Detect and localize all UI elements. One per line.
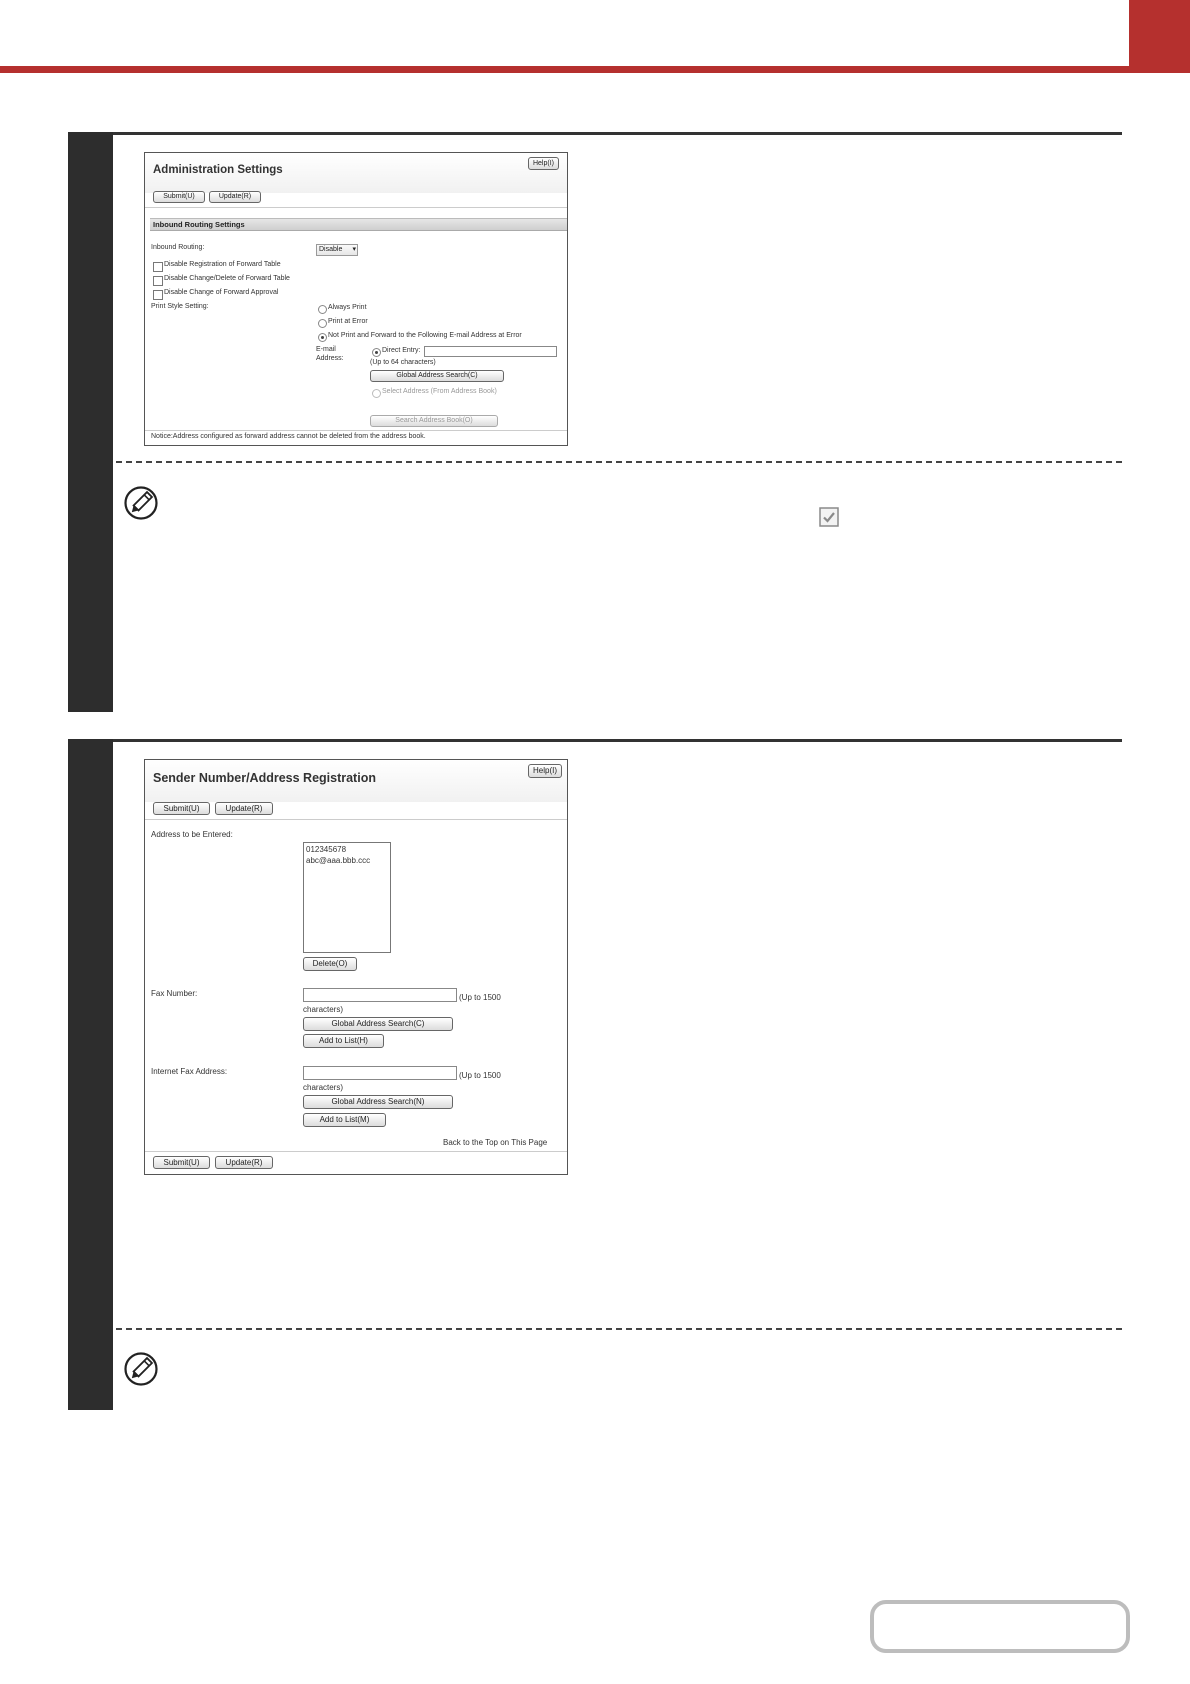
divider [145, 430, 567, 431]
step-2-top-rule [113, 739, 1122, 742]
list-item[interactable]: abc@aaa.bbb.ccc [306, 856, 371, 865]
page-title: Administration Settings [153, 164, 283, 176]
radio-direct-entry[interactable] [372, 348, 381, 357]
ifax-limit-note: characters) [303, 1083, 344, 1092]
radio-print-at-error[interactable] [318, 319, 327, 328]
direct-entry-input[interactable] [424, 346, 557, 357]
radio-not-print-forward[interactable] [318, 333, 327, 342]
back-to-top-link[interactable]: Back to the Top on This Page [443, 1138, 548, 1147]
note-divider [116, 1328, 1122, 1330]
email-label: Address: [316, 355, 344, 362]
chevron-down-icon: ▾ [352, 246, 356, 253]
delete-button[interactable]: Delete(O) [303, 957, 357, 971]
list-item[interactable]: 012345678 [306, 845, 347, 854]
page-title: Sender Number/Address Registration [153, 771, 376, 785]
help-button[interactable]: Help(I) [528, 764, 562, 778]
divider [145, 819, 567, 820]
divider [145, 207, 567, 208]
checkbox-label: Disable Registration of Forward Table [164, 261, 281, 268]
pencil-note-icon [124, 486, 158, 520]
radio-label: Print at Error [328, 318, 368, 325]
radio-label: Not Print and Forward to the Following E-mail Address at Error [328, 332, 522, 339]
checkbox-checked-icon [819, 507, 839, 527]
internet-fax-label: Internet Fax Address: [151, 1067, 228, 1076]
help-button[interactable]: Help(I) [528, 157, 559, 170]
search-address-book-button[interactable]: Search Address Book(O) [370, 415, 498, 427]
global-address-search-button[interactable]: Global Address Search(C) [370, 370, 504, 382]
pencil-note-icon [124, 1352, 158, 1386]
radio-always-print[interactable] [318, 305, 327, 314]
print-style-label: Print Style Setting: [151, 303, 209, 310]
note-divider [116, 461, 1122, 463]
email-label: E-mail [316, 346, 336, 353]
sender-registration-screenshot [144, 759, 568, 1175]
submit-button-bottom[interactable]: Submit(U) [153, 1156, 210, 1169]
header-accent-line [0, 66, 1190, 73]
direct-entry-label: Direct Entry: [382, 347, 421, 354]
inbound-routing-select[interactable] [316, 244, 358, 256]
internet-fax-input[interactable] [303, 1066, 457, 1080]
checkbox-disable-registration[interactable] [153, 262, 163, 272]
step-1-bar [68, 132, 113, 712]
notice-text: Notice:Address configured as forward address cannot be deleted from the address book. [151, 433, 426, 440]
section-header: Inbound Routing Settings [150, 218, 567, 231]
radio-select-address[interactable] [372, 389, 381, 398]
checkbox-disable-change-approval[interactable] [153, 290, 163, 300]
select-address-label: Select Address (From Address Book) [382, 388, 497, 395]
update-button[interactable]: Update(R) [209, 191, 261, 203]
fax-number-label: Fax Number: [151, 989, 198, 998]
step-2-bar [68, 739, 113, 1410]
ifax-add-to-list-button[interactable]: Add to List(M) [303, 1113, 386, 1127]
header-accent-tab [1129, 0, 1190, 66]
fax-limit-note: (Up to 1500 [459, 993, 501, 1002]
update-button[interactable]: Update(R) [215, 802, 273, 815]
address-listbox[interactable] [303, 842, 391, 953]
checkbox-label: Disable Change of Forward Approval [164, 289, 279, 296]
inbound-routing-label: Inbound Routing: [151, 244, 205, 251]
checkbox-label: Disable Change/Delete of Forward Table [164, 275, 290, 282]
contents-nav-button[interactable] [870, 1600, 1130, 1653]
ifax-limit-note: (Up to 1500 [459, 1071, 501, 1080]
fax-global-search-button[interactable]: Global Address Search(C) [303, 1017, 453, 1031]
submit-button[interactable]: Submit(U) [153, 802, 210, 815]
administration-settings-screenshot [144, 152, 568, 446]
submit-button[interactable]: Submit(U) [153, 191, 205, 203]
fax-add-to-list-button[interactable]: Add to List(H) [303, 1034, 384, 1048]
fax-number-input[interactable] [303, 988, 457, 1002]
char-limit-note: (Up to 64 characters) [370, 359, 436, 366]
inbound-routing-value: Disable [319, 246, 343, 253]
step-1-top-rule [113, 132, 1122, 135]
address-to-enter-label: Address to be Entered: [151, 830, 233, 839]
divider [145, 1151, 567, 1152]
checkbox-disable-change-delete[interactable] [153, 276, 163, 286]
ifax-global-search-button[interactable]: Global Address Search(N) [303, 1095, 453, 1109]
fax-limit-note: characters) [303, 1005, 344, 1014]
radio-label: Always Print [328, 304, 367, 311]
update-button-bottom[interactable]: Update(R) [215, 1156, 273, 1169]
